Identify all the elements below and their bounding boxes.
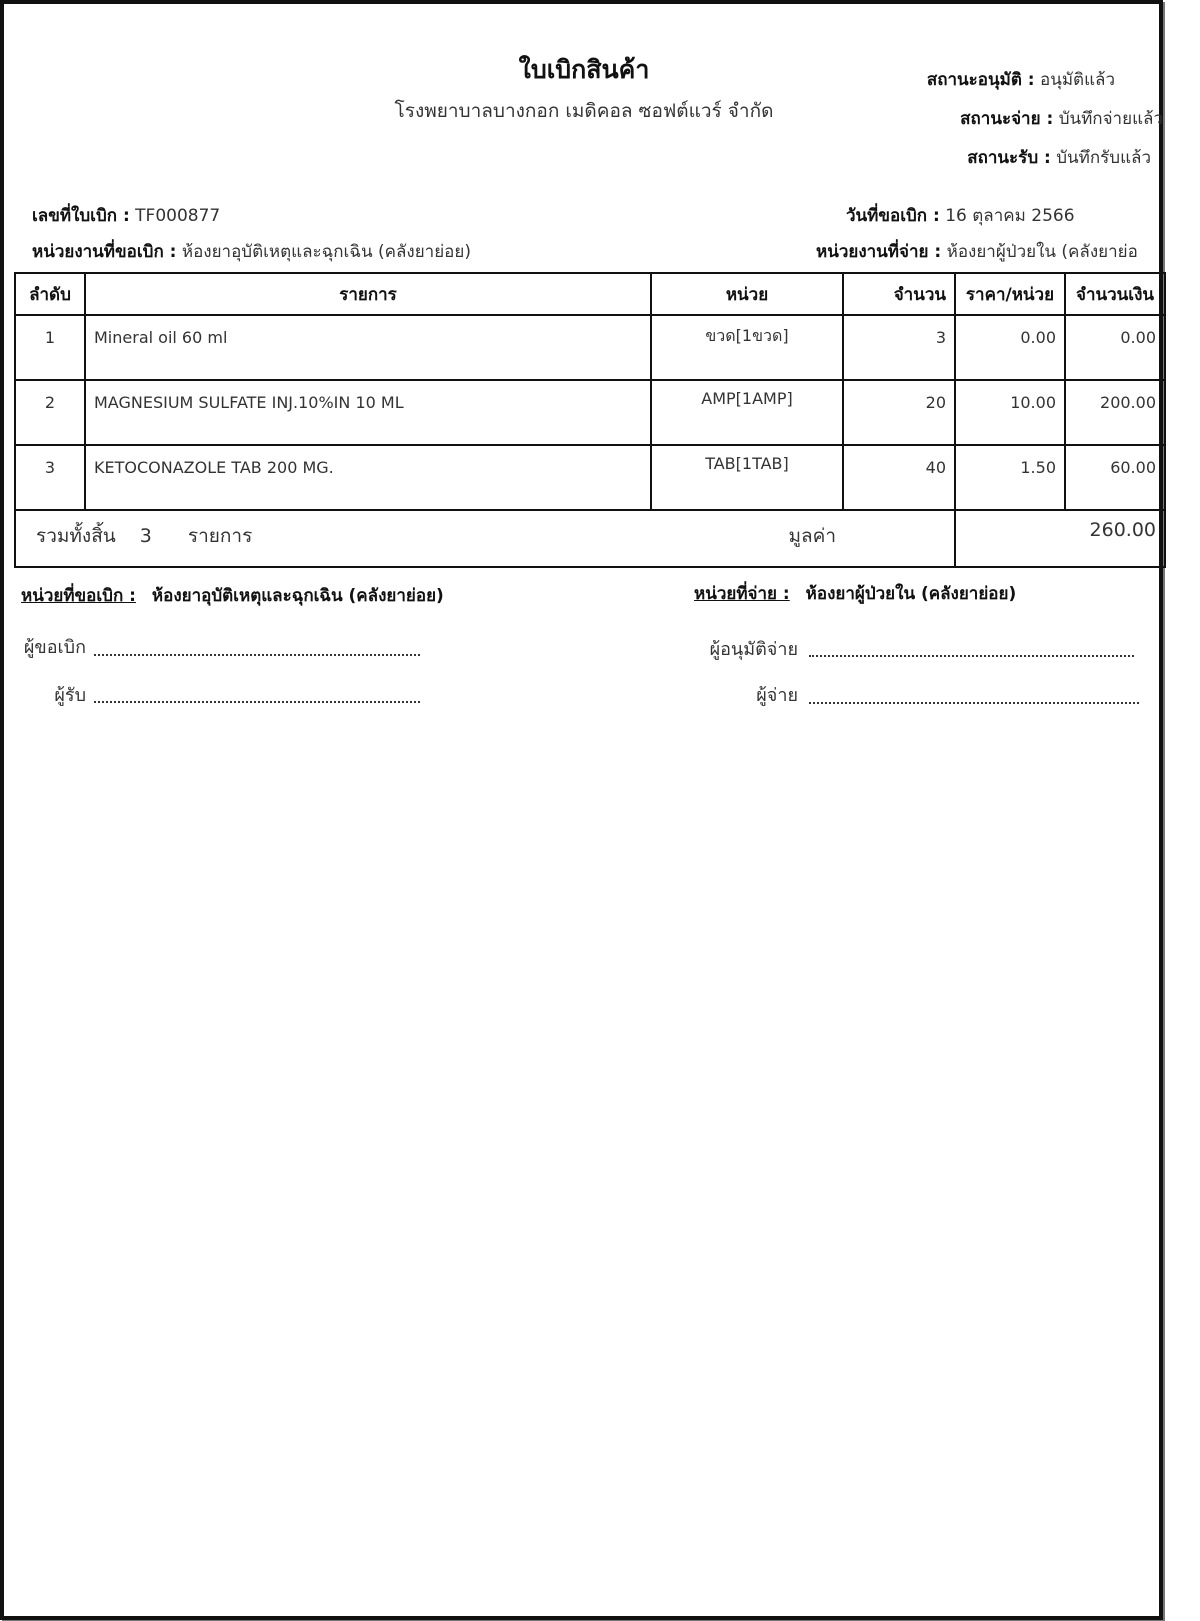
row-no: 2 [15,380,85,445]
approver-label: ผู้อนุมัติจ่าย [709,639,798,660]
issue-unit-signature-value: ห้องยาผู้ป่วยใน (คลังยาย่อย) [805,584,1017,604]
row-unit: AMP[1AMP] [651,380,843,445]
row-no: 1 [15,315,85,380]
table-row [15,380,1165,445]
receiver-signature-line [94,701,420,703]
table-row [15,445,1165,510]
row-item: MAGNESIUM SULFATE INJ.10%IN 10 ML [85,380,651,445]
table-header-row [15,273,1165,315]
doc-number-value: TF000877 [135,206,221,226]
approve-status-label: สถานะอนุมัติ : [926,70,1035,90]
row-amount: 60.00 [1065,445,1165,510]
request-date [846,202,1075,229]
request-unit-value: ห้องยาอุบัติเหตุและฉุกเฉิน (คลังยาย่อย) [181,242,471,262]
request-unit-signature-heading [21,582,444,609]
payer-signature-line [809,702,1139,704]
col-header-no: ลำดับ [15,273,85,315]
total-count-cell [15,510,651,567]
payer-label: ผู้จ่าย [756,685,798,706]
requester-signature-line [94,654,420,656]
issue-unit-signature-heading [694,580,1016,607]
request-date-value: 16 ตุลาคม 2566 [945,206,1075,226]
table-total-row [15,510,1165,567]
issue-unit-value: ห้องยาผู้ป่วยใน (คลังยาย่อ [946,242,1138,262]
doc-number-label: เลขที่ใบเบิก : [32,206,130,226]
pay-status-value: บันทึกจ่ายแล้ว [1058,109,1163,129]
request-unit-signature-label: หน่วยที่ขอเบิก : [21,586,136,606]
pay-status-label: สถานะจ่าย : [960,109,1054,129]
row-unit: ขวด[1ขวด] [651,315,843,380]
receiver-label: ผู้รับ [54,685,86,706]
total-value: 260.00 [955,510,1165,567]
requester-label: ผู้ขอเบิก [23,637,86,658]
total-unit: รายการ [187,525,253,547]
request-unit-label: หน่วยงานที่ขอเบิก : [32,242,177,262]
row-qty: 3 [843,315,955,380]
row-unit: TAB[1TAB] [651,445,843,510]
total-count: 3 [139,525,152,547]
receive-status [967,144,1151,171]
request-unit [32,238,471,265]
issue-unit [816,238,1159,265]
request-date-label: วันที่ขอเบิก : [846,206,940,226]
receive-status-label: สถานะรับ : [967,148,1051,168]
issue-unit-label: หน่วยงานที่จ่าย : [816,242,942,262]
col-header-item: รายการ [85,273,651,315]
approve-status [927,66,1115,93]
value-label-cell [651,510,955,567]
request-unit-signature-value: ห้องยาอุบัติเหตุและฉุกเฉิน (คลังยาย่อย) [151,586,444,606]
issue-unit-signature-label: หน่วยที่จ่าย : [694,584,790,604]
col-header-price: ราคา/หน่วย [955,273,1065,315]
row-no: 3 [15,445,85,510]
row-amount: 200.00 [1065,380,1165,445]
row-item: Mineral oil 60 ml [85,315,651,380]
row-item: KETOCONAZOLE TAB 200 MG. [85,445,651,510]
table-row [15,315,1165,380]
row-price: 1.50 [955,445,1065,510]
row-qty: 40 [843,445,955,510]
pay-status [960,105,1163,132]
col-header-qty: จำนวน [843,273,955,315]
items-table [14,272,1166,568]
approver-signature-line [809,655,1134,657]
col-header-amount: จำนวนเงิน [1065,273,1165,315]
doc-number [32,202,220,229]
document-title: ใบเบิกสินค้า [518,55,650,84]
row-price: 0.00 [955,315,1065,380]
company-name: โรงพยาบาลบางกอก เมดิคอล ซอฟต์แวร์ จำกัด [394,100,774,122]
value-label: มูลค่า [788,525,836,547]
row-price: 10.00 [955,380,1065,445]
approve-status-value: อนุมัติแล้ว [1040,70,1115,90]
row-amount: 0.00 [1065,315,1165,380]
row-qty: 20 [843,380,955,445]
col-header-unit: หน่วย [651,273,843,315]
total-label: รวมทั้งสิ้น [36,525,116,547]
receive-status-value: บันทึกรับแล้ว [1056,148,1151,168]
